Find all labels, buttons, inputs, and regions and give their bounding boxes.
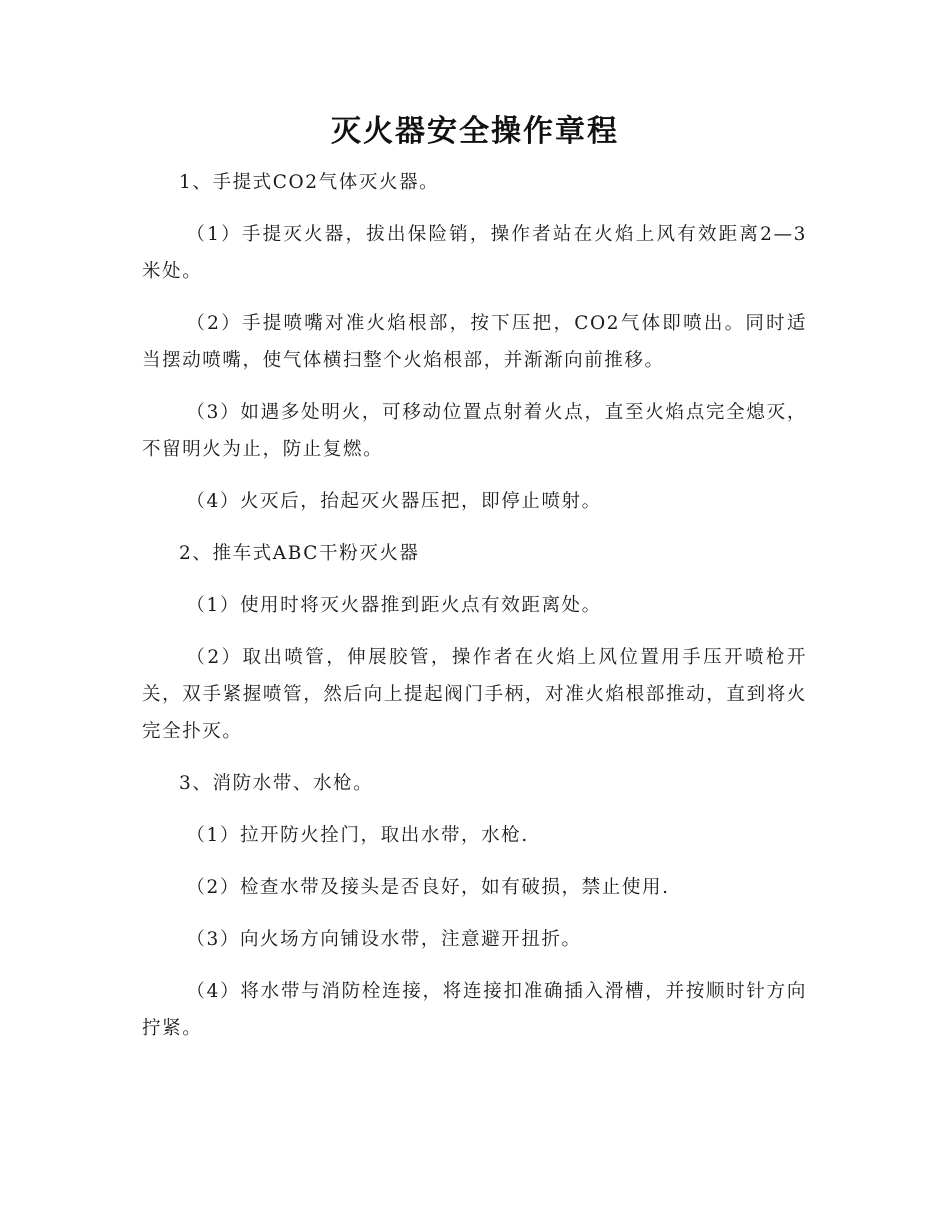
step-paragraph: （3）如遇多处明火，可移动位置点射着火点，直至火焰点完全熄灭，不留明火为止，防止复燃。 bbox=[142, 402, 807, 460]
step-paragraph: （3）向火场方向铺设水带，注意避开扭折。 bbox=[186, 929, 582, 950]
step-paragraph: （1）手提灭火器，拔出保险销，操作者站在火焰上风有效距离2—3米处。 bbox=[142, 224, 807, 282]
step-paragraph: （2）检查水带及接头是否良好，如有破损，禁止使用. bbox=[186, 877, 670, 898]
step-paragraph: （1）拉开防火拴门，取出水带，水枪. bbox=[186, 825, 529, 846]
section-heading: 1、手提式CO2气体灭火器。 bbox=[179, 172, 440, 193]
section-heading: 2、推车式ABC干粉灭火器 bbox=[179, 543, 420, 564]
section-heading: 3、消防水带、水枪。 bbox=[179, 773, 374, 794]
step-paragraph: （4）火灭后，抬起灭火器压把，即停止喷射。 bbox=[186, 491, 602, 512]
document-title: 灭火器安全操作章程 bbox=[331, 114, 619, 149]
step-paragraph: （2）手提喷嘴对准火焰根部，按下压把，CO2气体即喷出。同时适当摆动喷嘴，使气体横扫整个火焰根部，并渐渐向前推移。 bbox=[142, 313, 807, 371]
step-paragraph: （2）取出喷管，伸展胶管，操作者在火焰上风位置用手压开喷枪开关，双手紧握喷管，然后向上提起阀门手柄，对准火焰根部推动，直到将火完全扑灭。 bbox=[142, 647, 807, 742]
document-body bbox=[142, 164, 807, 1062]
step-paragraph: （4）将水带与消防栓连接，将连接扣准确插入滑槽，并按顺时针方向拧紧。 bbox=[142, 981, 807, 1039]
step-paragraph: （1）使用时将灭火器推到距火点有效距离处。 bbox=[186, 595, 602, 616]
